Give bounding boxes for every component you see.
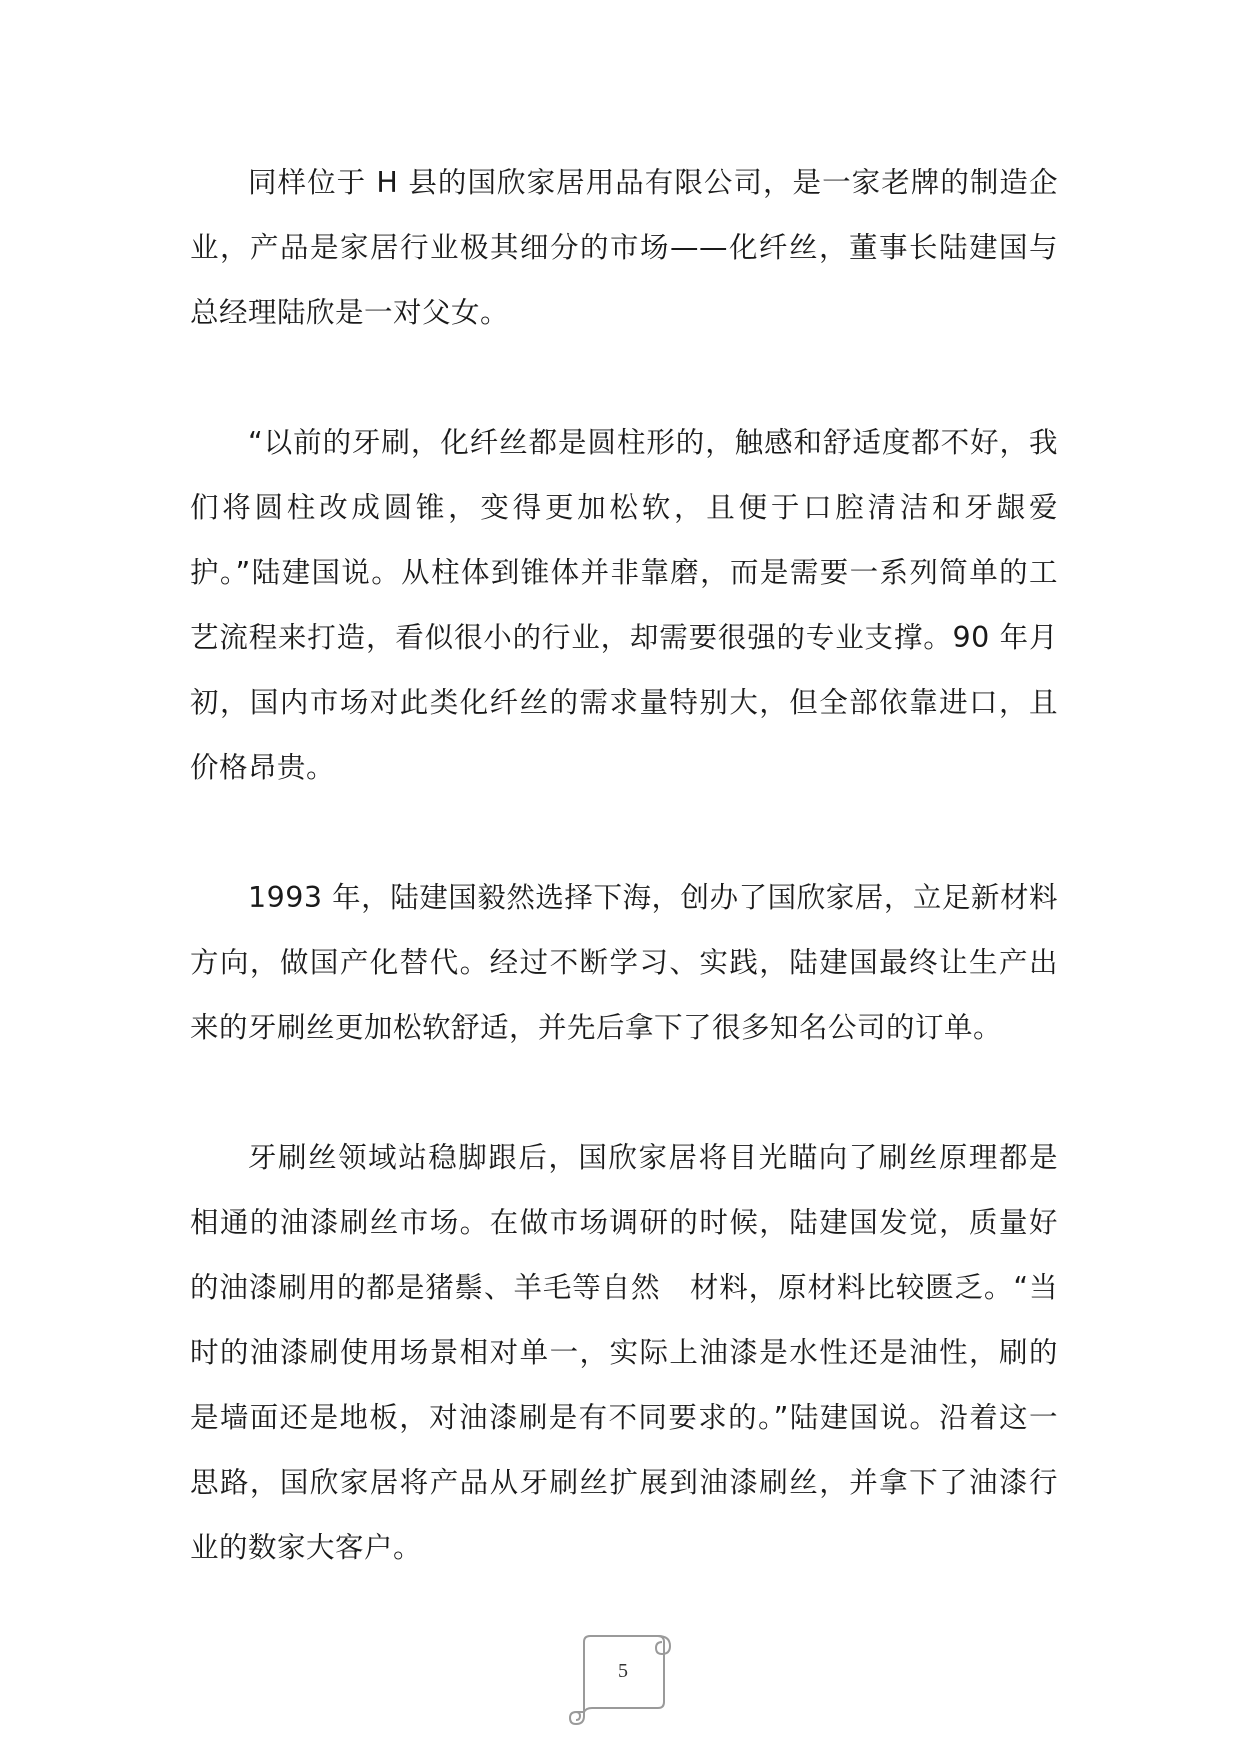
paragraph-3: 1993 年，陆建国毅然选择下海，创办了国欣家居，立足新材料方向，做国产化替代。经过不断学习、实践，陆建国最终让生产出来的牙刷丝更加松软舒适，并先后拿下了很多知名公司的订单。 bbox=[190, 881, 1058, 1044]
paragraph-1: 同样位于 H 县的国欣家居用品有限公司，是一家老牌的制造企业，产品是家居行业极其细分的市场——化纤丝，董事长陆建国与总经理陆欣是一对父女。 bbox=[190, 166, 1058, 329]
paragraph-2: “以前的牙刷，化纤丝都是圆柱形的，触感和舒适度都不好，我们将圆柱改成圆锥，变得更加松软，且便于口腔清洁和牙龈爱护。”陆建国说。从柱体到锥体并非靠磨，而是需要一系列简单的工艺流程来打造，看似很小的行业，却需要很强的专业支撑。90 年月初，国内市场对此类化纤丝的需求量特别大，但全部依靠进口，且价格昂贵。 bbox=[190, 426, 1058, 784]
page-number: 5 bbox=[618, 1660, 628, 1682]
paragraph-4: 牙刷丝领域站稳脚跟后，国欣家居将目光瞄向了刷丝原理都是相通的油漆刷丝市场。在做市场调研的时候，陆建国发觉，质量好的油漆刷用的都是猪鬃、羊毛等自然 材料，原材料比较匮乏。“当时的油漆刷使用场景相对单一，实际上油漆是水性还是油性，刷的是墙面还是地板，对油漆刷是有不同要求的。”陆建国说。沿着这一思路，国欣家居将产品从牙刷丝扩展到油漆刷丝，并拿下了油漆行业的数家大客户。 bbox=[190, 1141, 1058, 1564]
page-footer bbox=[566, 1628, 680, 1728]
